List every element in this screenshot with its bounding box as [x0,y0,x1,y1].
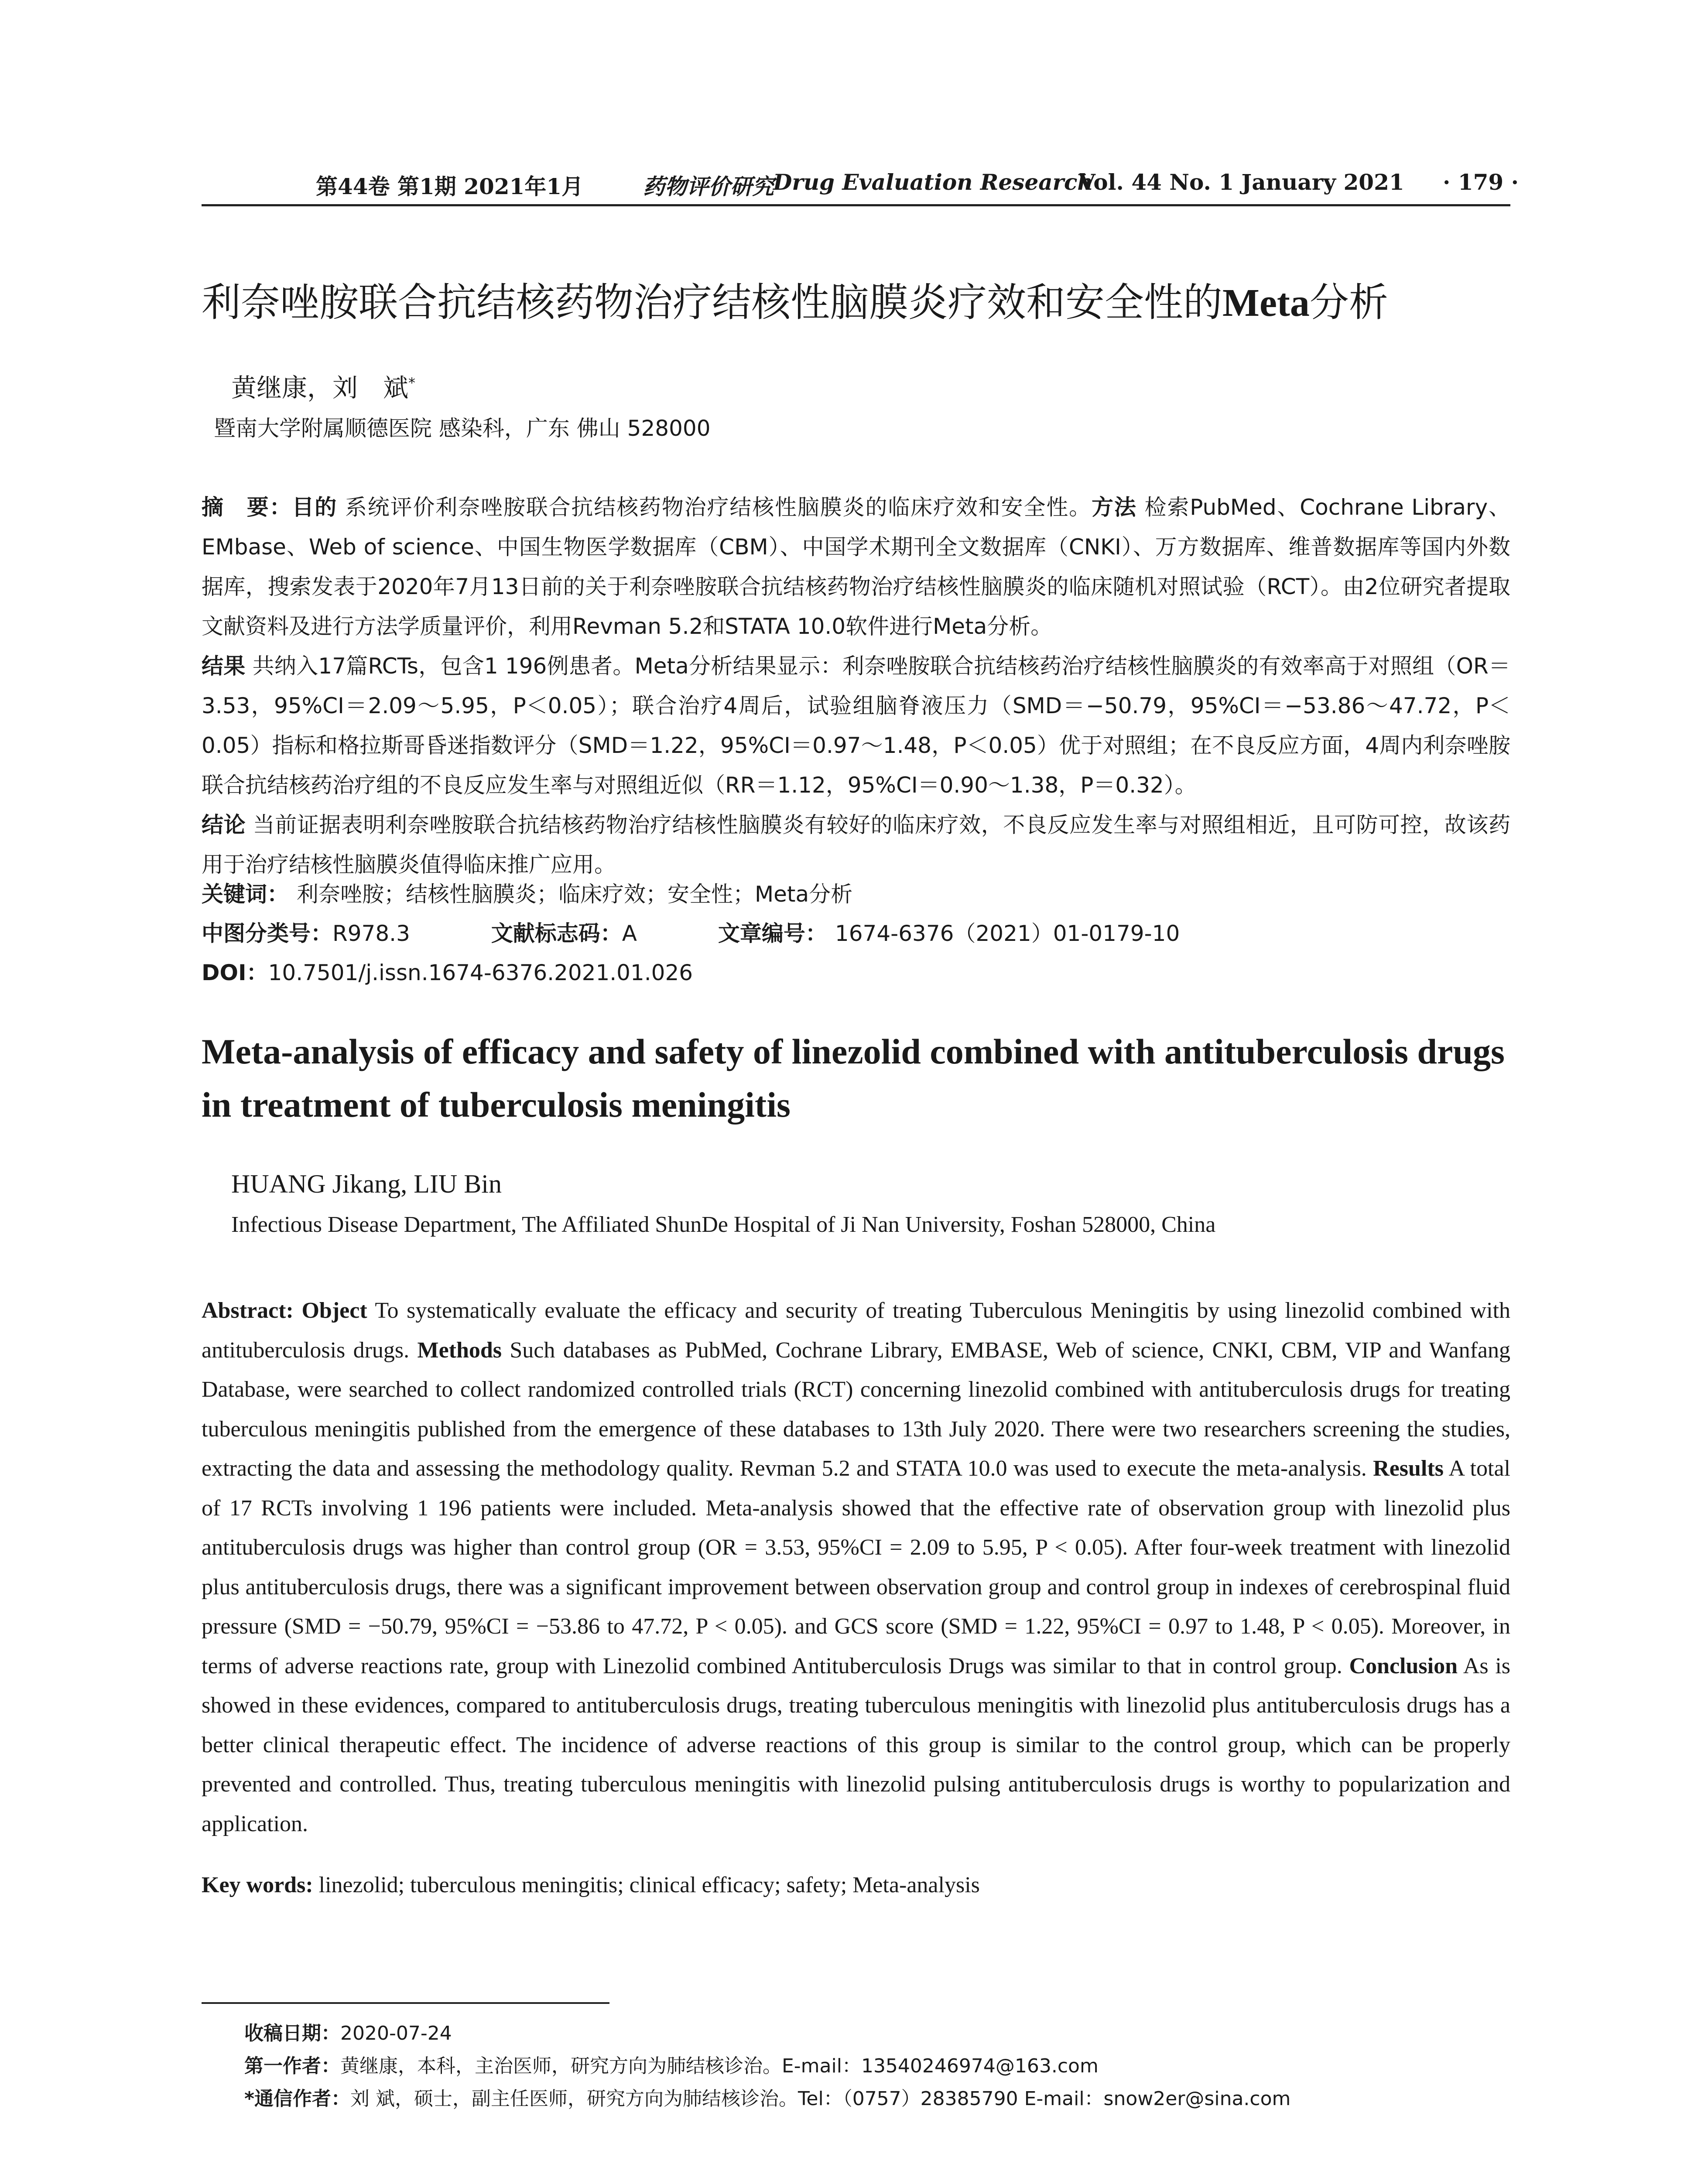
clc-value: R978.3 [332,921,410,946]
corresponding-value: 刘 斌，硕士，副主任医师，研究方向为肺结核诊治。Tel：（0757）28385790 E-mail：snow2er@sina.com [350,2088,1291,2110]
abstract-en-conclusion-text: As is showed in these evidences, compared to antituberculosis drugs, treating tuberculous meningitis with linezolid plus antituberculosis drugs has a better clinical therapeutic effect. The incidence of adverse reactions of this group is similar to the control group, which can be properly prevented and controlled. Thus, treating tuberculous meningitis with linezolid pulsing antituberculosis drugs is worthy to popularization and application. [202,1653,1510,1836]
authors-cn [231,367,415,404]
abstract-en-label: Abstract: [202,1298,294,1323]
title-cn [202,270,1510,327]
keywords-cn [202,877,852,908]
doc-code-value: A [622,921,637,946]
abstract-en-conclusion-label: Conclusion [1349,1653,1458,1678]
keywords-cn-text: 利奈唑胺；结核性脑膜炎；临床疗效；安全性；Meta分析 [297,882,853,907]
header-rule [202,204,1510,206]
journal-logo-cn: 药物评价研究 [643,174,774,199]
title-cn-part1: 利奈唑胺联合抗结核药物治疗结核性脑膜炎疗效和安全性的 [202,280,1222,325]
abstract-cn-methods-label: 方法 [1092,495,1137,520]
abstract-en-object-text: To systematically evaluate the efficacy and security of treating Tuberculous Meningitis by using linezolid combined with antituberculosis drugs. [202,1298,1511,1363]
abstract-cn-conclusion-label: 结论 [202,812,246,838]
doi-label: DOI： [202,960,268,985]
abstract-en-methods-label: Methods [417,1337,502,1363]
abstract-en-results-label: Results [1373,1456,1444,1481]
title-cn-meta: Meta [1222,281,1310,325]
authors-cn-mark: * [408,374,416,391]
abstract-en [202,1291,1510,1844]
footnote-received [244,2017,452,2045]
doc-code-label: 文献标志码： [491,921,622,946]
affiliation-en: Infectious Disease Department, The Affiliated ShunDe Hospital of Ji Nan University, Foshan 528000, China [231,1212,1216,1237]
keywords-en [202,1872,980,1898]
abstract-cn-conclusion-text: 当前证据表明利奈唑胺联合抗结核药物治疗结核性脑膜炎有较好的临床疗效，不良反应发生率与对照组相近，且可防可控，故该药用于治疗结核性脑膜炎值得临床推广应用。 [202,812,1510,877]
header-journal-en: Drug Evaluation Research [773,169,1093,195]
clc-label: 中图分类号： [202,921,332,946]
footnote-rule [202,2002,609,2004]
page-number: · 179 · [1443,169,1519,195]
authors-en: HUANG Jikang, LIU Bin [231,1169,502,1198]
corresponding-label: *通信作者： [244,2088,351,2110]
abstract-cn-results-label: 结果 [202,653,246,679]
article-no-value: 1674-6376（2021）01-0179-10 [835,921,1180,946]
first-author-label: 第一作者： [244,2055,340,2077]
doi-line [202,955,693,987]
keywords-en-label: Key words: [202,1873,313,1897]
abstract-cn-results-text: 共纳入17篇RCTs，包含1 196例患者。Meta分析结果显示：利奈唑胺联合抗结核药治疗结核性脑膜炎的有效率高于对照组（OR＝3.53，95%CI＝2.09～5.95，P＜0.05）；联合治疗4周后，试验组脑脊液压力（SMD＝−50.79，95%CI＝−53.86～47.72，P＜0.05）指标和格拉斯哥昏迷指数评分（SMD＝1.22，95%CI＝0.97～1.48，P＜0.05）优于对照组；在不良反应方面，4周内利奈唑胺联合抗结核药治疗组的不良反应发生率与对照组近似（RR＝1.12，95%CI＝0.90～1.38，P＝0.32）。 [202,653,1511,798]
footnote-corresponding [244,2083,1290,2111]
received-label: 收稿日期： [244,2022,340,2044]
abstract-cn-label: 摘 要： [202,495,292,520]
article-no-label: 文章编号： [718,921,827,946]
abstract-cn-methods-text: 检索PubMed、Cochrane Library、EMbase、Web of science、中国生物医学数据库（CBM）、中国学术期刊全文数据库（CNKI）、万方数据库、维普数据库等国内外数据库，搜索发表于2020年7月13日前的关于利奈唑胺联合抗结核药物治疗结核性脑膜炎的临床随机对照试验（RCT）。由2位研究者提取文献资料及进行方法学质量评价，利用Revman 5.2和STATA 10.0软件进行Meta分析。 [202,495,1511,639]
received-value: 2020-07-24 [340,2022,452,2044]
keywords-cn-label: 关键词： [202,882,289,907]
abstract-en-results-text: A total of 17 RCTs involving 1 196 patients were included. Meta-analysis showed that the effective rate of observation group with linezolid plus antituberculosis drugs was higher than control group (OR = 3.53, 95%CI = 2.09 to 5.95, P < 0.05). After four-week treatment with linezolid plus antituberculosis drugs, there was a significant improvement between observation group and control group in indexes of cerebrospinal fluid pressure (SMD = −50.79, 95%CI = −53.86 to 47.72, P < 0.05). and GCS score (SMD = 1.22, 95%CI = 0.97 to 1.48, P < 0.05). Moreover, in terms of adverse reactions rate, group with Linezolid combined Antituberculosis Drugs was similar to that in control group. [202,1456,1510,1678]
classification-line [202,916,1180,947]
abstract-cn-object-text: 系统评价利奈唑胺联合抗结核药物治疗结核性脑膜炎的临床疗效和安全性。 [337,495,1092,520]
header-vol-issue-cn: 第44卷 第1期 2021年1月 [316,174,584,199]
keywords-en-text: linezolid; tuberculous meningitis; clinical efficacy; safety; Meta-analysis [313,1873,980,1897]
first-author-value: 黄继康，本科，主治医师，研究方向为肺结核诊治。E-mail：13540246974@163.com [340,2055,1099,2077]
footnote-first-author [244,2050,1099,2078]
header-vol-issue-en: Vol. 44 No. 1 January 2021 [1078,169,1404,195]
abstract-cn [202,488,1510,885]
title-en: Meta-analysis of efficacy and safety of linezolid combined with antituberculosis drugs in treatment of tuberculosis meningitis [202,1032,1505,1125]
affiliation-cn: 暨南大学附属顺德医院 感染科，广东 佛山 528000 [214,416,711,441]
abstract-en-object-label: Object [301,1298,367,1323]
abstract-en-methods-text: Such databases as PubMed, Cochrane Library, EMBASE, Web of science, CNKI, CBM, VIP and Wanfang Database, were searched to collect randomized controlled trials (RCT) concerning linezolid combined with antituberculosis drugs for treating tuberculous meningitis published from the emergence of these databases to 13th July 2020. There were two researchers screening the studies, extracting the data and assessing the methodology quality. Revman 5.2 and STATA 10.0 was used to execute the meta-analysis. [202,1337,1510,1481]
title-cn-part2: 分析 [1309,280,1388,325]
running-header [202,169,1519,204]
doi-value: 10.7501/j.issn.1674-6376.2021.01.026 [268,960,693,985]
authors-cn-text: 黄继康，刘 斌 [231,373,409,403]
abstract-cn-object-label: 目的 [292,495,338,520]
